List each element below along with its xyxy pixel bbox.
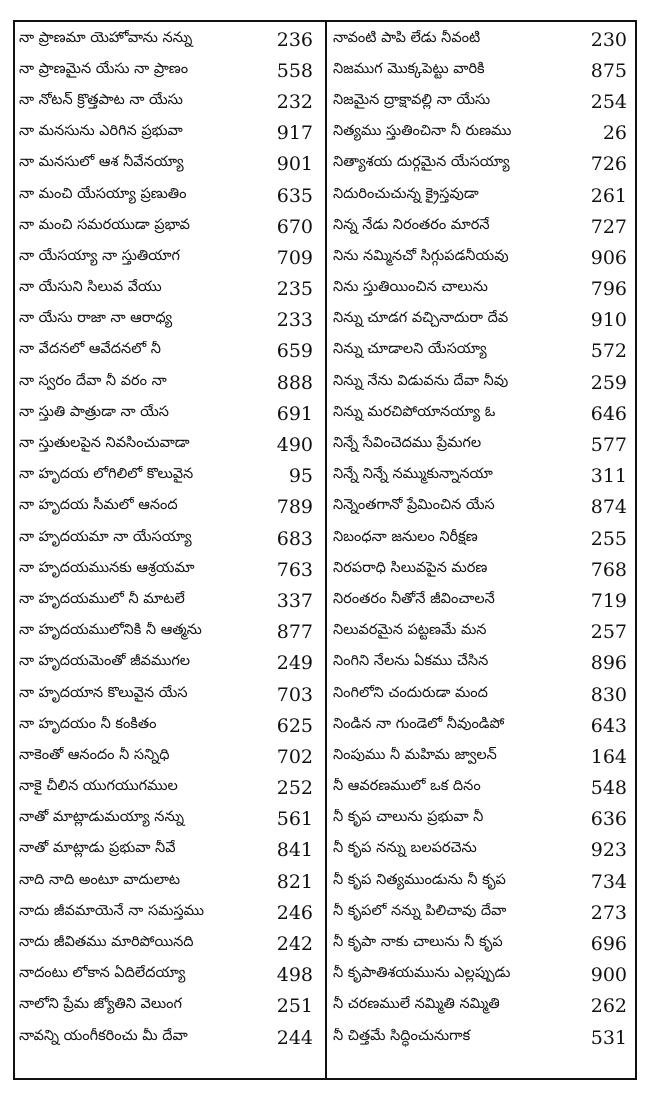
song-title: నిలువరమైన పట్టణమే మన (333, 622, 487, 639)
song-index-row (333, 429, 633, 460)
song-index-row (333, 336, 633, 367)
song-number: 901 (276, 153, 313, 176)
song-number: 498 (276, 964, 313, 987)
song-index-row (19, 554, 319, 585)
song-title: నా హృదయాన కొలువైన యేస (19, 684, 188, 701)
song-index-row (333, 835, 633, 866)
song-title: నాతో మాట్లాడుమయ్యా నన్ను (19, 809, 185, 826)
song-index-row (19, 398, 319, 429)
song-index-row (19, 710, 319, 741)
song-number: 763 (276, 558, 313, 581)
song-index-row (19, 86, 319, 117)
song-index-row (19, 866, 319, 897)
song-index-row (333, 86, 633, 117)
song-title: నీ కృపా నాకు చాలును నీ కృప (333, 934, 503, 951)
song-title: నా యేసయ్యా నా స్తుతియాగ (19, 247, 181, 264)
song-index-row (19, 617, 319, 648)
song-number: 232 (276, 90, 313, 113)
song-number: 896 (590, 652, 627, 675)
song-number: 249 (276, 652, 313, 675)
song-index-row (19, 648, 319, 679)
song-title: నాదంటు లోకాన ఏదిలేదయ్యా (19, 965, 186, 982)
song-index-row (333, 274, 633, 305)
song-number: 255 (590, 527, 627, 550)
song-index-row (19, 804, 319, 835)
song-number: 235 (276, 278, 313, 301)
song-index-row (333, 897, 633, 928)
song-number: 874 (590, 496, 627, 519)
song-number: 26 (602, 122, 627, 145)
song-index-row (19, 741, 319, 772)
left-column (19, 24, 319, 1053)
song-title: నా ప్రాణమా యెహోవాను నన్ను (19, 29, 193, 46)
song-title: నింగిని నేలను ఏకము చేసిన (333, 653, 489, 670)
song-title: నా హృదయమెంతో జీవముగల (19, 653, 191, 670)
song-number: 727 (590, 215, 627, 238)
song-index-row (19, 211, 319, 242)
song-title: నా మంచి యేసయ్యా ప్రణుతిం (19, 185, 187, 202)
song-title: నా హృదయ సీమలో ఆనంద (19, 497, 178, 514)
song-index-row (333, 679, 633, 710)
song-index-row (19, 679, 319, 710)
song-number: 643 (590, 714, 627, 737)
song-title: నా మనసును ఎరిగిన ప్రభువా (19, 123, 183, 140)
song-title: నిదురించుచున్న క్రైస్తవుడా (333, 185, 479, 202)
song-title: నా హృదయమునకు ఆశ్రయమా (19, 559, 195, 576)
song-number: 734 (590, 870, 627, 893)
song-title: నీ కృపాతిశయమును ఎల్లప్పుడు (333, 965, 511, 982)
song-number: 531 (590, 1026, 627, 1049)
song-title: నావంటి పాపి లేడు నీవంటి (333, 29, 481, 46)
song-index-row (333, 741, 633, 772)
song-number: 490 (276, 434, 313, 457)
song-title: నిన్నే సేవించెదము ప్రేమగల (333, 435, 482, 452)
song-number: 230 (590, 28, 627, 51)
song-title: నాది నాది అంటూ వాదులాట (19, 871, 181, 888)
song-index-row (19, 461, 319, 492)
song-title: నిబంధనా జనులం నిరీక్షణ (333, 528, 478, 545)
song-number: 726 (590, 153, 627, 176)
song-title: నింగిలోని చందురుడా మంద (333, 684, 488, 701)
song-number: 646 (590, 402, 627, 425)
song-number: 709 (276, 246, 313, 269)
song-index-row (333, 960, 633, 991)
song-title: నిన్నెంతగానో ప్రేమించిన యేస (333, 497, 495, 514)
song-number: 877 (276, 621, 313, 644)
song-number: 768 (590, 558, 627, 581)
song-title: నాదు జీవితము మారిపోయినది (19, 934, 194, 951)
song-index-row (19, 118, 319, 149)
song-index-row (19, 24, 319, 55)
song-index-row (19, 585, 319, 616)
song-number: 259 (590, 371, 627, 394)
song-number: 311 (590, 465, 627, 488)
song-index-row (19, 305, 319, 336)
song-title: నాదు జీవమాయెనే నా సమస్తము (19, 902, 204, 919)
song-title: నిజముగ మొక్కపెట్టు వారికి (333, 60, 485, 77)
song-title: నా మంచి సమరయుడా ప్రభావ (19, 216, 190, 233)
song-title: నింపుము నీ మహిమ జ్వాలన్ (333, 746, 497, 763)
song-title: నా నోటన్ క్రొత్తపాట నా యేసు (19, 91, 183, 108)
song-index-row (19, 367, 319, 398)
song-number: 548 (590, 777, 627, 800)
song-number: 164 (590, 745, 627, 768)
song-title: నా యేసుని సిలువ వేయు (19, 279, 162, 296)
song-title: నిజమైన ద్రాక్షావల్లి నా యేసు (333, 91, 491, 108)
song-title: నా స్తుతి పాత్రుడా నా యేస (19, 403, 169, 420)
song-number: 262 (590, 995, 627, 1018)
song-index-row (333, 554, 633, 585)
song-index-row (333, 1022, 633, 1053)
right-column (333, 24, 633, 1053)
song-index-row (333, 55, 633, 86)
song-title: నా స్వరం దేవా నీ వరం నా (19, 372, 167, 389)
song-index-row (333, 773, 633, 804)
song-index-row (333, 242, 633, 273)
song-title: నావన్ని యంగీకరించు మీ దేవా (19, 1027, 188, 1044)
song-title: నా హృదయ లోగిలిలో కొలువైన (19, 466, 194, 483)
song-title: నీ కృప నిత్యముండును నీ కృప (333, 871, 506, 888)
song-title: నీ ఆవరణములో ఒక దినం (333, 778, 481, 795)
song-number: 251 (276, 995, 313, 1018)
song-title: నా మనసులో ఆశ నీవేనయ్యా (19, 154, 184, 171)
song-index-row (333, 866, 633, 897)
song-number: 830 (590, 683, 627, 706)
song-title: నీ కృప చాలును ప్రభువా నీ (333, 809, 484, 826)
song-index-row (19, 149, 319, 180)
song-title: నిన్ను మరచిపోయానయ్యా ఓ (333, 403, 496, 420)
song-index-row (333, 149, 633, 180)
song-title: నా స్తుతులపైన నివసించువాడా (19, 435, 190, 452)
song-index-row (19, 1022, 319, 1053)
song-index-row (333, 492, 633, 523)
song-index-row (19, 180, 319, 211)
song-number: 95 (288, 465, 313, 488)
song-number: 233 (276, 309, 313, 332)
song-index-row (19, 897, 319, 928)
song-number: 242 (276, 933, 313, 956)
song-number: 906 (590, 246, 627, 269)
song-number: 635 (276, 184, 313, 207)
song-title: నిన్ను చూడాలని యేసయ్యా (333, 341, 487, 358)
song-number: 670 (276, 215, 313, 238)
song-index-row (19, 928, 319, 959)
song-number: 625 (276, 714, 313, 737)
song-index-row (333, 710, 633, 741)
song-title: నిండిన నా గుండెలో నీవుండిపో (333, 715, 505, 732)
song-title: నా హృదయం నీ కంకితం (19, 715, 157, 732)
song-index-row (333, 305, 633, 336)
song-title: నిత్యము స్తుతించినా నీ రుణము (333, 123, 512, 140)
song-number: 719 (590, 589, 627, 612)
song-number: 888 (276, 371, 313, 394)
song-number: 257 (590, 621, 627, 644)
song-number: 875 (590, 59, 627, 82)
column-divider (325, 20, 327, 1080)
song-number: 691 (276, 402, 313, 425)
song-title: నాకెంతో ఆనందం నీ సన్నిధి (19, 746, 170, 763)
song-index-row (19, 429, 319, 460)
song-title: నిన్ను నేను విడువను దేవా నీవు (333, 372, 509, 389)
song-number: 636 (590, 808, 627, 831)
song-title: నాలోని ప్రేమ జ్యోతిని వెలుంగ (19, 996, 182, 1013)
song-index-row (19, 336, 319, 367)
song-title: నాతో మాట్లాడు ప్రభువా నీవే (19, 840, 176, 857)
song-number: 703 (276, 683, 313, 706)
song-number: 561 (276, 808, 313, 831)
song-title: నీ చిత్తమే సిద్ధించునుగాక (333, 1027, 471, 1044)
song-title: నా ప్రాణమైన యేసు నా ప్రాణం (19, 60, 189, 77)
song-number: 246 (276, 901, 313, 924)
song-number: 696 (590, 933, 627, 956)
song-index-row (19, 55, 319, 86)
song-number: 577 (590, 434, 627, 457)
song-title: నా యేసు రాజా నా ఆరాధ్య (19, 310, 173, 327)
song-index-row (333, 180, 633, 211)
song-number: 789 (276, 496, 313, 519)
song-index-row (19, 492, 319, 523)
song-number: 841 (276, 839, 313, 862)
song-title: నిన్నే నిన్నే నమ్ముకున్నానయా (333, 466, 493, 483)
song-index-row (333, 617, 633, 648)
song-title: నా హృదయములోనికి నీ ఆత్మను (19, 622, 202, 639)
song-number: 910 (590, 309, 627, 332)
song-index-row (19, 274, 319, 305)
song-number: 337 (276, 589, 313, 612)
song-title: నిరంతరం నీతోనే జీవించాలనే (333, 590, 495, 607)
song-number: 821 (276, 870, 313, 893)
song-number: 273 (590, 901, 627, 924)
song-number: 558 (276, 59, 313, 82)
song-title: నిను స్తుతియించిన చాలును (333, 279, 488, 296)
song-index-row (333, 367, 633, 398)
song-index-row (19, 523, 319, 554)
song-number: 572 (590, 340, 627, 363)
song-title: నా హృదయములో నీ మాటలే (19, 590, 185, 607)
song-index-row (333, 928, 633, 959)
song-title: నీ కృప నన్ను బలపరచెను (333, 840, 477, 857)
song-index-row (333, 991, 633, 1022)
song-title: నీ చరణములే నమ్మితి నమ్మితి (333, 996, 500, 1013)
song-index-row (333, 211, 633, 242)
song-number: 683 (276, 527, 313, 550)
song-number: 236 (276, 28, 313, 51)
song-title: నిన్ను చూడగ వచ్చినాదురా దేవ (333, 310, 509, 327)
song-title: నా హృదయమా నా యేసయ్యా (19, 528, 192, 545)
song-title: నీ కృపలో నన్ను పిలిచావు దేవా (333, 902, 507, 919)
song-number: 796 (590, 278, 627, 301)
song-index-row (333, 118, 633, 149)
song-number: 917 (276, 122, 313, 145)
song-index-row (19, 242, 319, 273)
song-title: నిన్న నేడు నిరంతరం మారనే (333, 216, 490, 233)
song-number: 252 (276, 777, 313, 800)
song-index-row (333, 804, 633, 835)
song-index-row (333, 461, 633, 492)
song-index-row (19, 991, 319, 1022)
song-title: నిత్యాశయ దుర్గమైన యేసయ్యా (333, 154, 510, 171)
song-title: నాకై చీలిన యుగయుగముల (19, 778, 178, 795)
song-number: 261 (590, 184, 627, 207)
song-index-row (333, 585, 633, 616)
song-number: 254 (590, 90, 627, 113)
song-index-row (19, 773, 319, 804)
song-index-row (333, 398, 633, 429)
song-title: నిను నమ్మినచో సిగ్గుపడనీయవు (333, 247, 509, 264)
song-index-row (333, 648, 633, 679)
song-index-row (19, 835, 319, 866)
song-number: 659 (276, 340, 313, 363)
song-index-row (19, 960, 319, 991)
song-number: 244 (276, 1026, 313, 1049)
song-number: 702 (276, 745, 313, 768)
song-index-row (333, 523, 633, 554)
song-number: 900 (590, 964, 627, 987)
song-index-row (333, 24, 633, 55)
song-title: నిరపరాధి సిలువపైన మరణ (333, 559, 488, 576)
song-number: 923 (590, 839, 627, 862)
song-title: నా వేదనలో ఆవేదనలో నీ (19, 341, 161, 358)
